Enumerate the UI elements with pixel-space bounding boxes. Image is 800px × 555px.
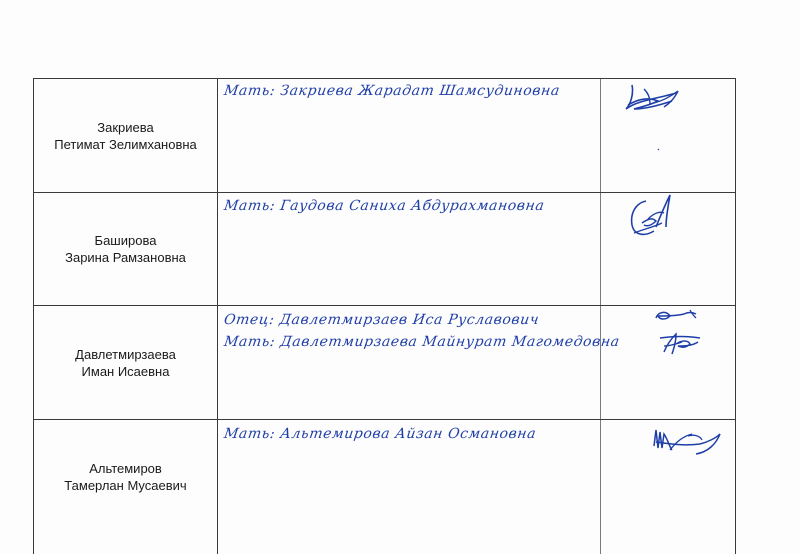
student-name-cell [34, 193, 217, 305]
table-row [34, 420, 735, 555]
signature-cell [604, 306, 737, 419]
parent-handwritten-line: Мать: Альтемирова Айзан Османовна [222, 426, 538, 442]
parent-cell [222, 306, 621, 419]
parent-handwritten-line: Мать: Закриева Жарадат Шамсудиновна [222, 83, 561, 99]
handwritten-signature [604, 306, 737, 420]
table-row [34, 79, 735, 193]
parent-handwritten-line: Отец: Давлетмирзаев Иса Руславович [222, 312, 541, 328]
handwritten-signature [604, 193, 737, 306]
student-surname: Баширова [94, 233, 157, 248]
signature-cell [604, 79, 737, 192]
parent-cell [224, 79, 596, 192]
student-surname: Давлетмирзаева [75, 346, 176, 362]
parent-cell [224, 420, 596, 555]
handwritten-signature [604, 79, 737, 193]
parent-handwritten-line: Мать: Гаудова Саниха Абдурахмановна [222, 198, 546, 214]
consent-table [33, 78, 736, 554]
student-given-names: Тамерлан Мусаевич [64, 478, 187, 493]
student-given-names: Петимат Зелимхановна [54, 136, 197, 152]
table-row [34, 306, 735, 420]
student-name-cell [34, 420, 217, 534]
handwritten-signature [604, 420, 737, 555]
student-name-cell [34, 79, 217, 192]
student-given-names: Иман Исаевна [81, 363, 170, 379]
student-given-names: Зарина Рамзановна [65, 250, 186, 265]
signature-cell [604, 420, 737, 555]
parent-handwritten-line: Мать: Давлетмирзаева Майнурат Магомедовна [222, 334, 621, 350]
signature-cell [604, 193, 737, 305]
table-row [34, 193, 735, 306]
parent-cell [224, 193, 596, 305]
student-surname: Закриева [97, 119, 154, 135]
student-surname: Альтемиров [89, 461, 162, 476]
student-name-cell [34, 306, 217, 419]
